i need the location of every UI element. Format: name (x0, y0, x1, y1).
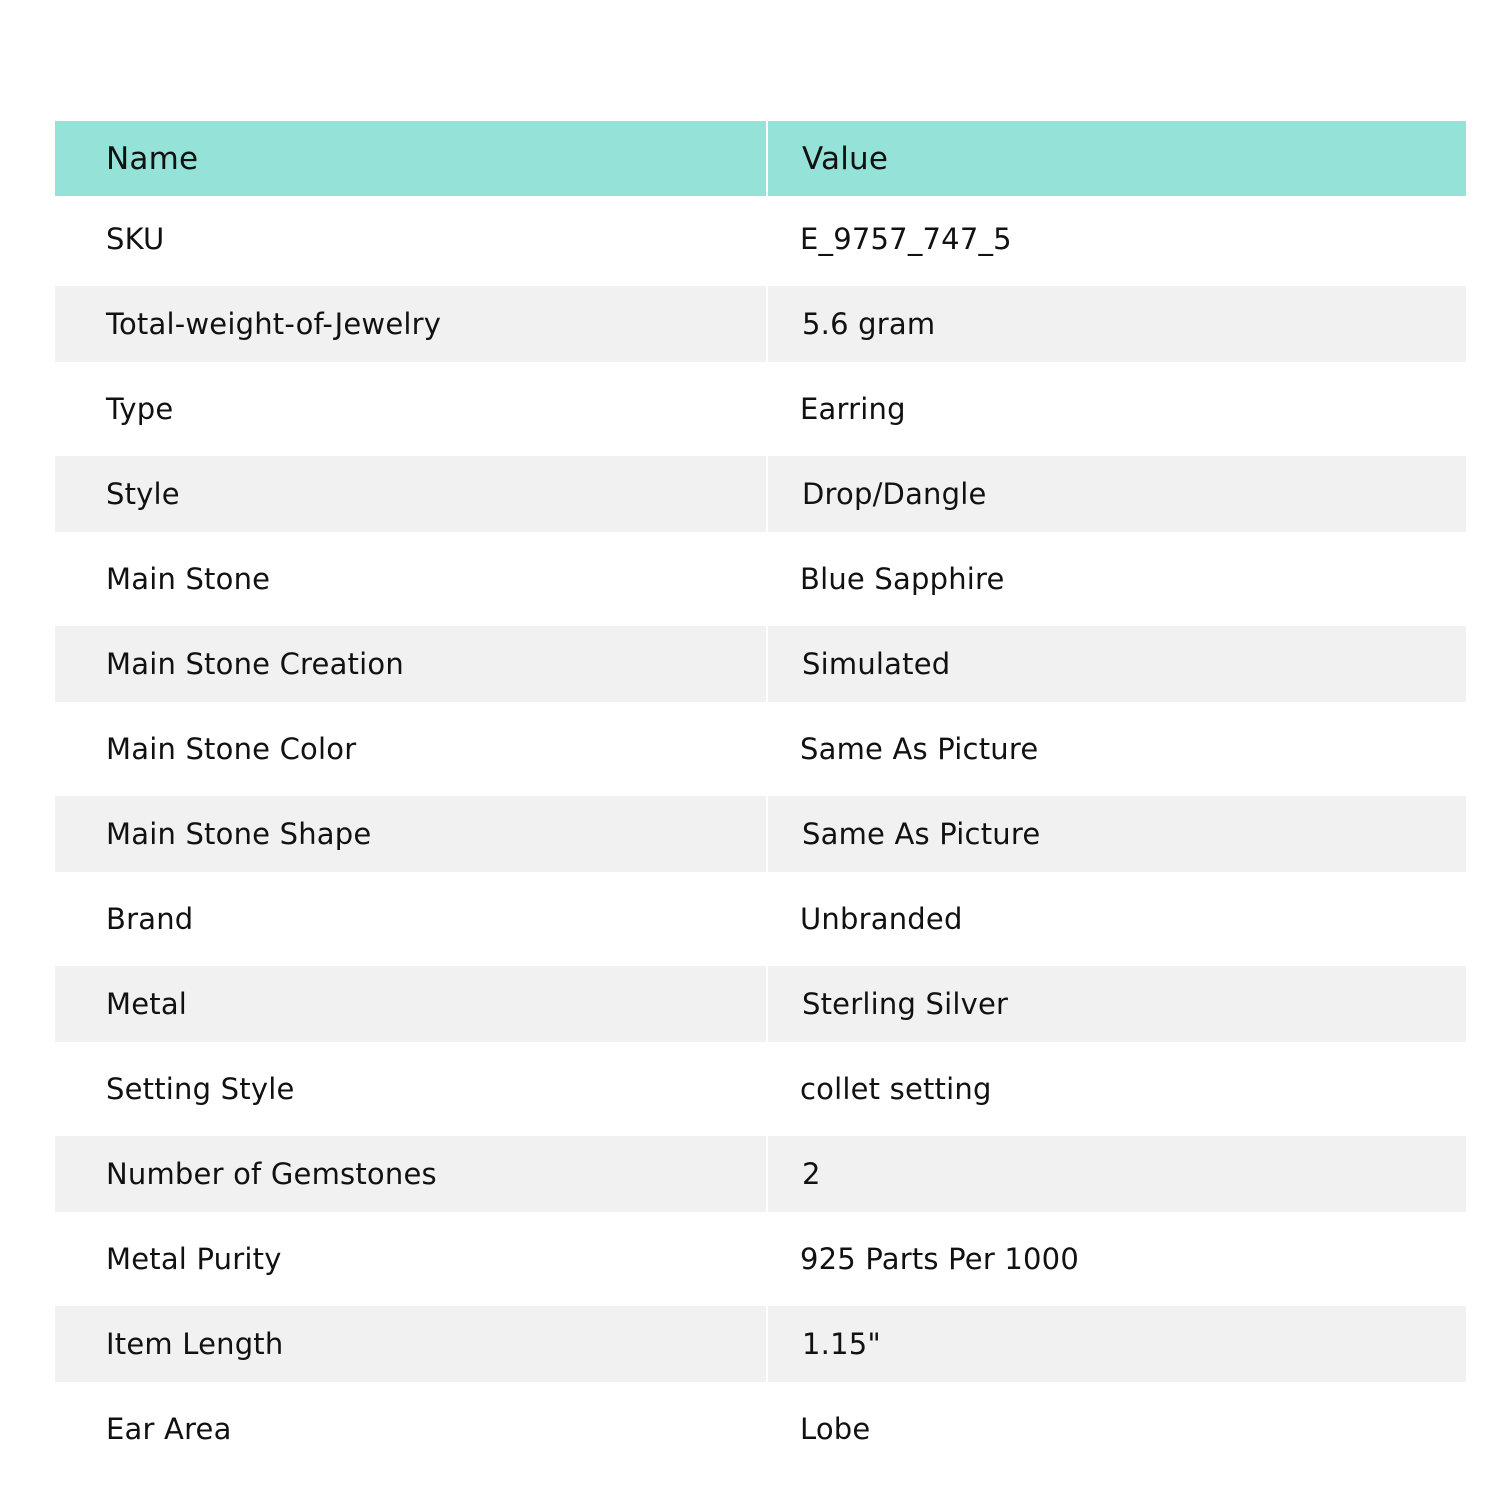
row-value-cell: Blue Sapphire (800, 561, 1005, 596)
row-name-cell: Item Length (55, 1306, 766, 1382)
row-value-cell: Lobe (800, 1411, 871, 1446)
row-value-cell: Same As Picture (800, 731, 1039, 766)
row-value-cell: 925 Parts Per 1000 (800, 1241, 1079, 1276)
row-name-cell: Type (106, 391, 174, 426)
row-value-cell: collet setting (800, 1071, 992, 1106)
table-row (55, 281, 1466, 366)
table-row (55, 1301, 1466, 1386)
header-value: Value (768, 121, 1466, 196)
table-row (55, 536, 1466, 621)
row-name-cell: Brand (106, 901, 194, 936)
row-value-cell: Drop/Dangle (768, 456, 1466, 532)
table-row (55, 196, 1466, 281)
table-row (55, 791, 1466, 876)
table-row (55, 451, 1466, 536)
table-row (55, 1046, 1466, 1131)
specifications-table (55, 121, 1466, 1471)
table-row (55, 706, 1466, 791)
row-name-cell: Total-weight-of-Jewelry (55, 286, 766, 362)
row-name-cell: Style (55, 456, 766, 532)
row-name-cell: SKU (106, 221, 165, 256)
row-value-cell: 5.6 gram (768, 286, 1466, 362)
row-name-cell: Setting Style (106, 1071, 295, 1106)
row-value-cell: E_9757_747_5 (800, 221, 1012, 256)
row-name-cell: Main Stone Shape (55, 796, 766, 872)
row-value-cell: 2 (768, 1136, 1466, 1212)
table-row (55, 1386, 1466, 1471)
row-name-cell: Metal (55, 966, 766, 1042)
header-name: Name (55, 121, 766, 196)
table-row (55, 621, 1466, 706)
row-name-cell: Main Stone Color (106, 731, 357, 766)
row-value-cell: Same As Picture (768, 796, 1466, 872)
row-value-cell: 1.15" (768, 1306, 1466, 1382)
table-row (55, 1131, 1466, 1216)
row-value-cell: Earring (800, 391, 906, 426)
table-row (55, 961, 1466, 1046)
table-row (55, 1216, 1466, 1301)
table-row (55, 366, 1466, 451)
row-value-cell: Unbranded (800, 901, 963, 936)
table-body (55, 196, 1466, 1471)
row-name-cell: Metal Purity (106, 1241, 282, 1276)
row-name-cell: Main Stone (106, 561, 271, 596)
row-name-cell: Number of Gemstones (55, 1136, 766, 1212)
table-header-row (55, 121, 1466, 196)
row-name-cell: Ear Area (106, 1411, 232, 1446)
table-row (55, 876, 1466, 961)
row-value-cell: Sterling Silver (768, 966, 1466, 1042)
row-value-cell: Simulated (768, 626, 1466, 702)
row-name-cell: Main Stone Creation (55, 626, 766, 702)
